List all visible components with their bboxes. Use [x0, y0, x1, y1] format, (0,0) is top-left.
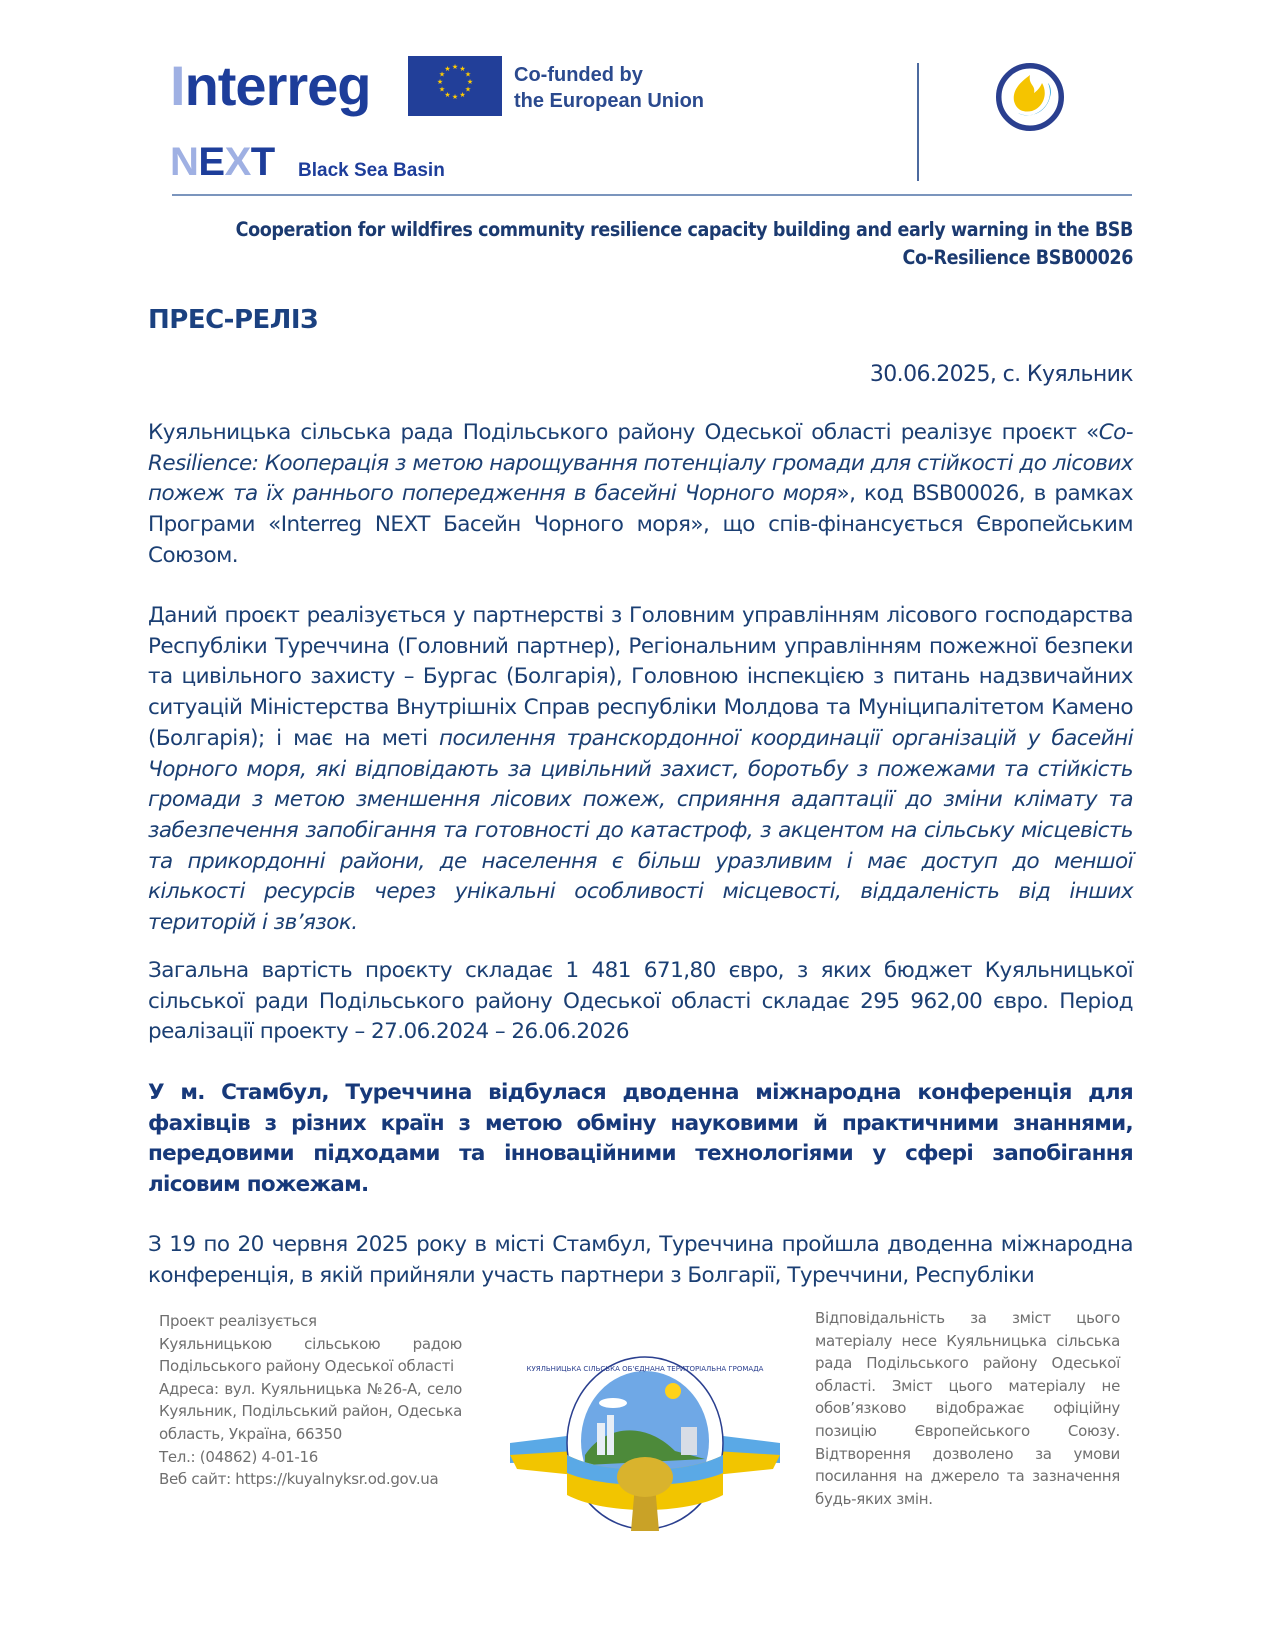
paragraph-text: Куяльницька сільська рада Подільського району Одеської області реалізує проєкт « [148, 420, 1099, 445]
svg-text:★: ★ [444, 65, 451, 73]
project-header [236, 216, 1133, 272]
footer-website[interactable]: Веб сайт: https://kuyalnyksr.od.gov.ua [159, 1470, 439, 1489]
svg-text:★: ★ [451, 93, 459, 101]
page-title: ПРЕС-РЕЛІЗ [148, 305, 319, 335]
paragraph-intro [148, 418, 1133, 572]
svg-text:★: ★ [444, 91, 451, 99]
eu-flag-icon [408, 56, 502, 116]
program-name: Black Sea Basin [298, 160, 445, 181]
co-resilience-logo [996, 63, 1064, 131]
interreg-logo: Interreg [170, 54, 371, 117]
footer-organization: Куяльницькою сільською радою Подільського району Одеської області [159, 1334, 462, 1376]
svg-text:★: ★ [436, 78, 444, 86]
paragraph-conference: З 19 по 20 червня 2025 року в місті Стамбул, Туреччина пройшла дводенна міжнародна конференція, в якій прийняли участь партнери з Болгарії, Туреччини, Республіки [148, 1232, 1133, 1288]
paragraph-partners [148, 601, 1133, 939]
kuyalnyk-community-emblem [505, 1355, 785, 1535]
footer-disclaimer: Відповідальність за зміст цього матеріалу несе Куяльницька сільська рада Подільського району Одеської області. Зміст цього матеріалу не обов’язково відображає офіційну позицію Європейського Союзу. Відтворення дозволено за умови посилання на джерело та зазначення будь-яких змін. [815, 1309, 1120, 1508]
project-code: Co-Resilience BSB00026 [902, 246, 1133, 269]
svg-text:★: ★ [464, 70, 472, 79]
emblem-ring-text: КУЯЛЬНИЦЬКА СІЛЬСЬКА ОБ'ЄДНАНА ТЕРИТОРІАЛЬНА ГРОМАДА [526, 1365, 764, 1373]
svg-text:★: ★ [438, 85, 446, 94]
svg-text:★: ★ [459, 91, 466, 99]
footer-line1: Проект реалізується [159, 1312, 317, 1330]
paragraph-headline: У м. Стамбул, Туреччина відбулася дводенна міжнародна конференція для фахівців з різних країн з метою обміну науковими й практичними знаннями, передовими підходами та інноваційними технологіями у сфері запобігання лісовим пожежам. [148, 1080, 1133, 1198]
svg-text:★: ★ [438, 70, 446, 79]
svg-text:★: ★ [451, 63, 459, 71]
svg-text:★: ★ [464, 85, 472, 94]
footer-contact [159, 1310, 462, 1491]
cofunded-line2: the European Union [514, 90, 704, 112]
paragraph-text: Даний проєкт реалізується у партнерстві з Головним управлінням лісового господарства Республіки Туреччина (Головний партнер), Регіональним управлінням пожежної безпеки та цивільного захисту – Бургас (Болгарія), Головною інспекцією з питань надзвичайних ситуацій Міністерства Внутрішніх Справ республіки Молдова та Муніципалітетом Камено (Болгарія); і має на меті [148, 603, 1133, 751]
project-title: Cooperation for wildfires community resilience capacity building and early warning in the BSB [235, 218, 1133, 241]
paragraph-budget: Загальна вартість проєкту складає 1 481 671,80 євро, з яких бюджет Куяльницької сільської ради Подільського району Одеської області складає 295 962,00 євро. Період реалізації проекту – 27.06.2024 – 26.06.2026 [148, 958, 1133, 1045]
header-divider-vertical [917, 63, 919, 181]
paragraph-text-italic: Co-Resilience: Кооперація з метою нарощування потенціалу громади для стійкості до лісових пожеж та їх раннього попередження в басейні Чорного моря [148, 420, 1133, 507]
header-divider-horizontal [172, 194, 1132, 196]
next-logo: NEXT [170, 140, 275, 184]
cofunded-line1: Co-funded by [514, 64, 643, 86]
svg-text:★: ★ [466, 78, 474, 86]
date-place: 30.06.2025, с. Куяльник [869, 362, 1133, 387]
footer-address: Адреса: вул. Куяльницька №26-А, село Куяльник, Подільський район, Одеська область, Україна, 66350 [159, 1379, 462, 1443]
paragraph-text: », код BSB00026, в рамках Програми «Interreg NEXT Басейн Чорного моря», що спів-фінансується Європейським Союзом. [148, 481, 1133, 568]
cofunded-text [514, 62, 704, 114]
paragraph-text-italic: посилення транскордонної координації організацій у басейні Чорного моря, які відповідають за цивільний захист, боротьбу з пожежами та стійкість громади з метою зменшення лісових пожеж, сприяння адаптації до зміни клімату та забезпечення запобігання та готовності до катастроф, з акцентом на сільську місцевість та прикордонні райони, де населення є більш уразливим і має доступ до меншої кількості ресурсів через унікальні особливості місцевості, віддаленість від інших територій і зв’язок. [148, 725, 1133, 936]
svg-text:★: ★ [459, 65, 466, 73]
footer-phone: Тел.: (04862) 4-01-16 [159, 1447, 319, 1466]
